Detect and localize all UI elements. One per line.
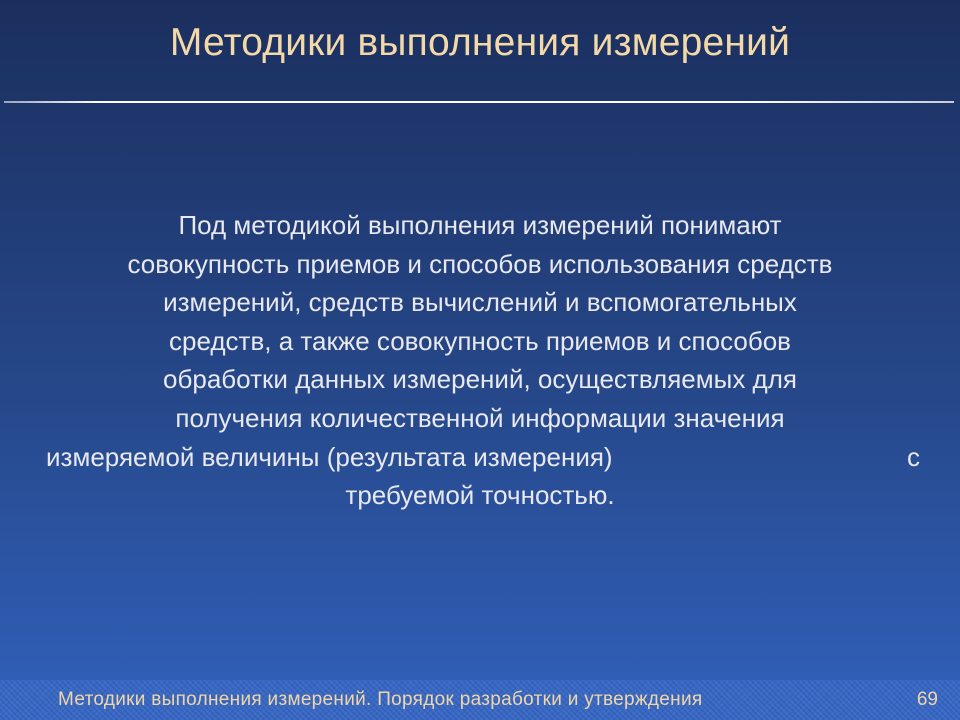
body-line: обработки данных измерений, осуществляемых для	[163, 364, 797, 395]
body-line: измерений, средств вычислений и вспомогательных	[163, 287, 797, 318]
title-divider	[4, 101, 954, 103]
body-line-right: с	[907, 441, 920, 472]
slide-body	[40, 206, 920, 515]
footer-bar	[0, 680, 960, 720]
footer-title: Методики выполнения измерений. Порядок разработки и утверждения	[58, 689, 703, 710]
body-line-left: измеряемой величины (результата измерения)	[46, 441, 613, 472]
page-number: 69	[916, 689, 938, 710]
body-line: средств, а также совокупность приемов и способов	[169, 325, 791, 356]
body-line-justified	[40, 438, 920, 477]
body-line: требуемой точностью.	[345, 480, 615, 511]
body-line: совокупность приемов и способов использования средств	[127, 248, 833, 279]
body-line: Под методикой выполнения измерений понимают	[178, 210, 782, 240]
body-line: получения количественной информации значения	[175, 402, 785, 433]
slide-title: Методики выполнения измерений	[169, 21, 791, 64]
